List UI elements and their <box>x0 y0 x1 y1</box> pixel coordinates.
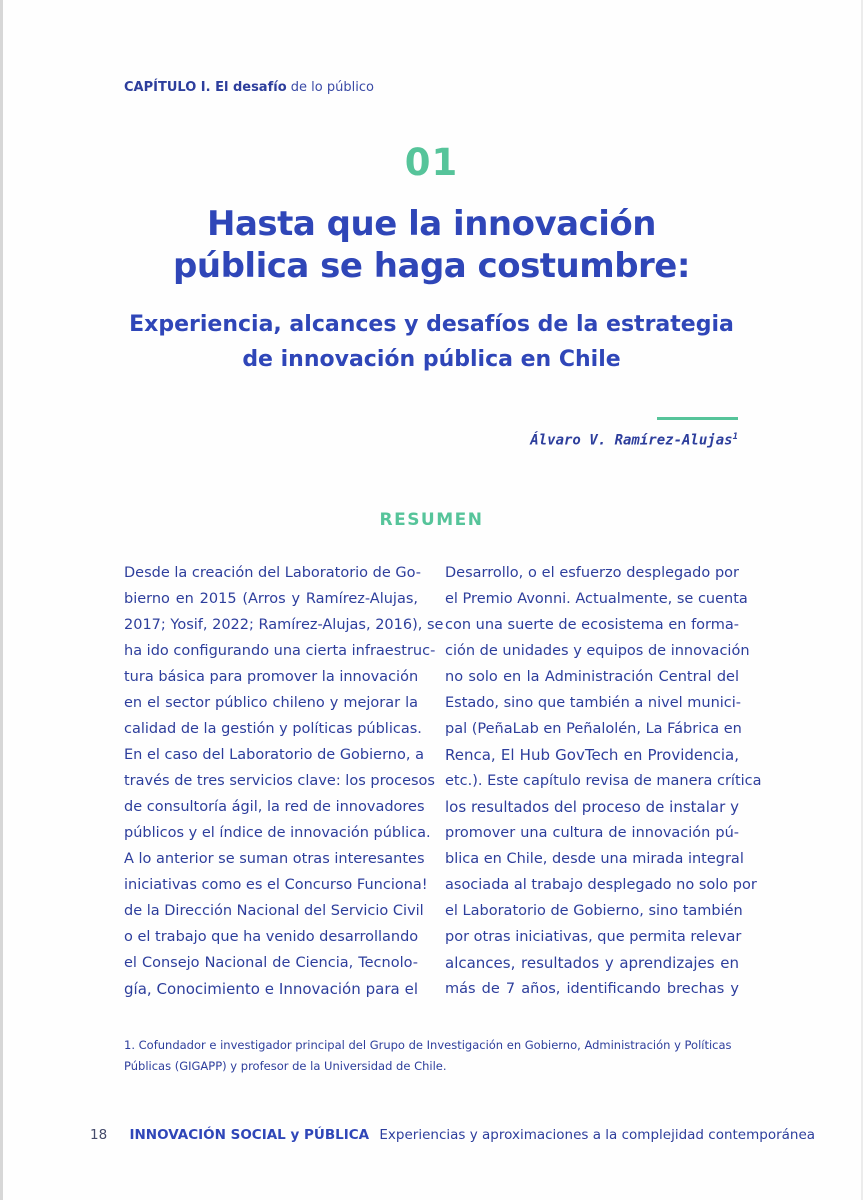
chapter-subtitle-line: Experiencia, alcances y desafíos de la estrategia <box>129 312 734 337</box>
abstract-line: el Consejo Nacional de Ciencia, Tecnolo- <box>124 955 418 971</box>
abstract-line: Desarrollo, o el esfuerzo desplegado por <box>445 565 739 581</box>
page-number: 18 <box>90 1127 108 1143</box>
abstract-line: promover una cultura de innovación pú- <box>445 825 739 841</box>
footnote-line: 1. Cofundador e investigador principal del Grupo de Investigación en Gobierno, Administración y Políticas <box>124 1038 732 1052</box>
abstract-line: gía, Conocimiento e Innovación para el <box>124 980 418 998</box>
abstract-line: etc.). Este capítulo revisa de manera crítica <box>445 773 762 789</box>
footnote-line: Públicas (GIGAPP) y profesor de la Universidad de Chile. <box>124 1059 447 1073</box>
chapter-title <box>60 203 803 287</box>
abstract-line: por otras iniciativas, que permita relevar <box>445 929 742 945</box>
abstract-line: ha ido configurando una cierta infraestruc- <box>124 643 436 659</box>
abstract-column-right <box>445 560 762 1002</box>
abstract-line: Estado, sino que también a nivel munici- <box>445 695 742 711</box>
abstract-line: bierno en 2015 (Arros y Ramírez-Alujas, <box>124 591 418 607</box>
chapter-title-line: pública se haga costumbre: <box>173 246 690 286</box>
series-subtitle: Experiencias y aproximaciones a la complejidad contemporánea <box>379 1127 816 1143</box>
abstract-line: pal (PeñaLab en Peñalolén, La Fábrica en <box>445 721 742 737</box>
abstract-heading: RESUMEN <box>379 510 484 530</box>
abstract-line: iniciativas como es el Concurso Funciona! <box>124 877 428 893</box>
running-head <box>124 80 374 95</box>
abstract-line: más de 7 años, identificando brechas y <box>445 981 739 997</box>
abstract-line: En el caso del Laboratorio de Gobierno, a <box>124 747 424 763</box>
author-byline <box>530 432 738 449</box>
footnote <box>124 1035 744 1077</box>
abstract-line: los resultados del proceso de instalar y <box>445 798 739 816</box>
series-title: INNOVACIÓN SOCIAL y PÚBLICA <box>129 1127 370 1143</box>
chapter-number: 01 <box>404 141 459 184</box>
abstract-line: 2017; Yosif, 2022; Ramírez-Alujas, 2016), se <box>124 617 444 633</box>
author-divider <box>657 417 738 420</box>
abstract-line: con una suerte de ecosistema en forma- <box>445 617 739 633</box>
chapter-subtitle <box>60 307 803 377</box>
abstract-line: en el sector público chileno y mejorar la <box>124 695 418 711</box>
abstract-line: través de tres servicios clave: los procesos <box>124 773 435 789</box>
abstract-line: Desde la creación del Laboratorio de Go- <box>124 565 422 581</box>
abstract-line: o el trabajo que ha venido desarrollando <box>124 929 419 945</box>
chapter-title-line: Hasta que la innovación <box>207 204 656 244</box>
page-footer <box>90 1127 815 1143</box>
abstract-line: asociada al trabajo desplegado no solo por <box>445 877 757 893</box>
abstract-line: tura básica para promover la innovación <box>124 669 419 685</box>
abstract-line: ción de unidades y equipos de innovación <box>445 643 750 659</box>
abstract-line: no solo en la Administración Central del <box>445 669 739 685</box>
running-head-chapter: CAPÍTULO I. El desafío <box>124 80 287 95</box>
abstract-line: de consultoría ágil, la red de innovadores <box>124 799 425 815</box>
abstract-line: calidad de la gestión y políticas públicas. <box>124 721 422 737</box>
running-head-section: de lo público <box>290 80 374 95</box>
abstract-line: blica en Chile, desde una mirada integral <box>445 851 744 867</box>
author-name: Álvaro V. Ramírez-Alujas <box>530 432 733 449</box>
author-footnote-marker[interactable]: 1 <box>732 432 738 442</box>
abstract-line: A lo anterior se suman otras interesantes <box>124 851 425 867</box>
chapter-subtitle-line: de innovación pública en Chile <box>242 347 621 372</box>
abstract-line: alcances, resultados y aprendizajes en <box>445 954 739 972</box>
abstract-line: el Laboratorio de Gobierno, sino también <box>445 903 743 919</box>
abstract-column-left <box>124 560 444 1002</box>
abstract-line: Renca, El Hub GovTech en Providencia, <box>445 746 739 764</box>
abstract-line: el Premio Avonni. Actualmente, se cuenta <box>445 591 748 607</box>
abstract-line: de la Dirección Nacional del Servicio Civil <box>124 903 424 919</box>
abstract-line: públicos y el índice de innovación pública. <box>124 825 431 841</box>
